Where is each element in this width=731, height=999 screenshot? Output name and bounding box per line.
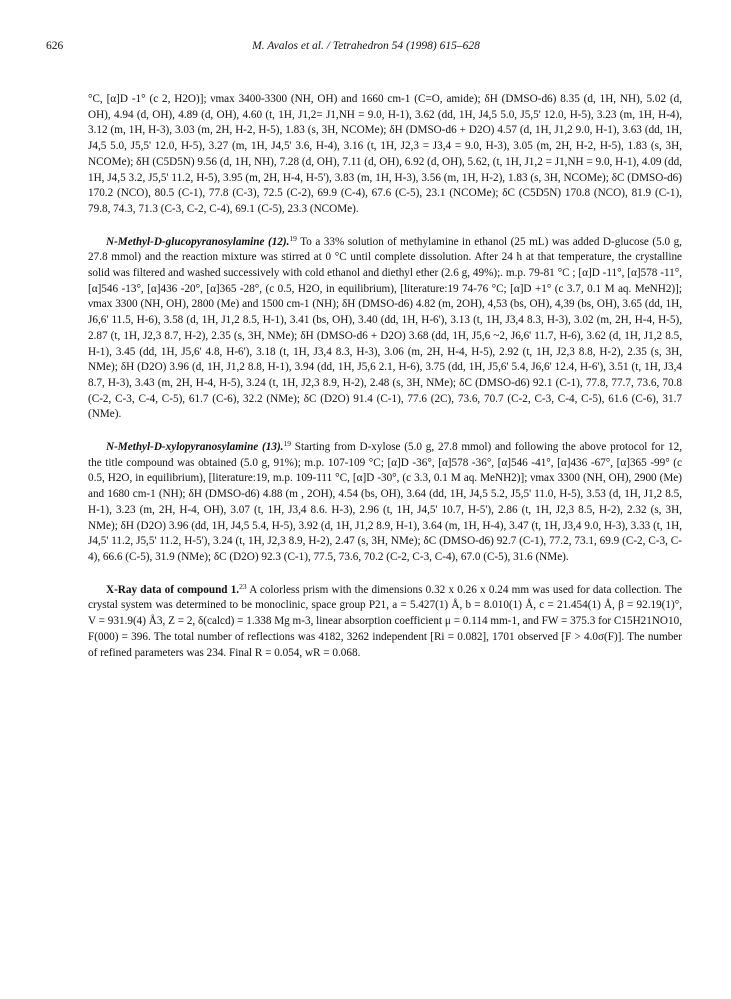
continuation-paragraph	[88, 92, 682, 218]
paragraph-text: °C, [α]D -1° (c 2, H2O)]; νmax 3400-3300 (NH, OH) and 1660 cm-1 (C=O, amide); δH (DMSO-d6) 8.35 (d, 1H, NH), 5.02 (d, OH), 4.94 (d, OH), 4.89 (d, OH), 4.60 (t, 1H, J1,2= J1,NH = 9.0, H-1), 3.62 (dd, 1H, J4,5 5.0, J5,5' 12.0, H-5), 3.23 (m, 1H, H-4), 3.12 (m, 1H, H-3), 3.03 (m, 2H, H-2, H-5), 1.83 (s, 3H, NCOMe); δH (DMSO-d6 + D2O) 4.57 (d, 1H, J1,2 9.0, H-1), 3.63 (dd, 1H, J4,5 5.0, J5,5' 12.0, H-5), 3.27 (m, 1H, J4,5' 3.6, H-4), 3.16 (t, 1H, J2,3 = J3,4 = 9.0, H-3), 3.05 (m, 2H, H-2, H-5), 1.83 (s, 3H, NCOMe); δH (C5D5N) 9.56 (d, 1H, NH), 7.28 (d, OH), 7.11 (d, OH), 6.92 (d, OH), 5.62, (t, 1H, J1,2 = J1,NH = 9.0, H-1), 4.09 (dd, 1H, J4,5 3.2, J5,5' 11.2, H-5), 3.95 (m, 2H, H-4, H-5'), 3.83 (m, 1H, H-3), 3.56 (m, 1H, H-2), 1.83 (s, 3H, NCOMe); δC (DMSO-d6) 170.2 (NCO), 80.5 (C-1), 77.8 (C-3), 72.5 (C-2), 69.9 (C-4), 67.6 (C-5), 23.1 (NCOMe); δC (C5D5N) 170.8 (NCO), 81.9 (C-1), 79.8, 74.3, 71.3 (C-3, C-2, C-4), 69.1 (C-5), 23.3 (NCOMe).	[88, 93, 682, 215]
article-body	[88, 92, 682, 678]
paragraph-text: A colorless prism with the dimensions 0.32 x 0.26 x 0.24 mm was used for data collection. The crystal system was determined to be monoclinic, space group P21, a = 5.427(1) Å, b = 8.010(1) Å, c = 21.454(1) Å, β = 92.19(1)°, V = 931.9(4) Å3, Z = 2, δ(calcd) = 1.338 Mg m-3, linear absorption coefficient μ = 0.114 mm-1, and FW = 375.3 for C15H21NO10, F(000) = 396. The total number of reflections was 4182, 3262 independent [Ri = 0.082], 1701 observed [F > 4.0σ(F)]. The number of refined parameters was 234. Final R = 0.054, wR = 0.068.	[88, 583, 682, 659]
compound-13-title: N-Methyl-D-xylopyranosylamine (13).	[106, 441, 284, 454]
compound-13-paragraph	[88, 440, 682, 566]
paragraph-text: To a 33% solution of methylamine in ethanol (25 mL) was added D-glucose (5.0 g, 27.8 mmol) and the reaction mixture was stirred at 0 °C until complete dissolution. After 24 h at that temperature, the crystalline solid was filtered and washed successively with cold ethanol and diethyl ether (2.6 g, 49%);. m.p. 79-81 °C ; [α]D -11°, [α]578 -11°, [α]546 -13°, [α]436 -20°, [α]365 -28°, (c 0.5, H2O, in equilibrium), [literature:19 74-76 °C; [α]D +1° (c 3.7, 0.1 M aq. MeNH2)]; νmax 3300 (NH, OH), 2800 (Me) and 1500 cm-1 (NH); δH (DMSO-d6) 4.82 (m, 2OH), 4,53 (bs, OH), 4,39 (bs, OH), 3.65 (dd, 1H, J6,6' 11.5, H-6), 3.58 (d, 1H, J1,2 8.5, H-1), 3.41 (bs, OH), 3.40 (dd, 1H, H-6'), 3.13 (t, 1H, J3,4 8.3, H-3), 3.02 (m, 2H, H-4, H-5), 2.87 (t, 1H, J2,3 8.7, H-2), 2.35 (s, 3H, NMe); δH (DMSO-d6 + D2O) 3.68 (dd, 1H, J5,6 ~2, J6,6' 11.7, H-6), 3.62 (d, 1H, J1,2 8.5, H-1), 3.45 (dd, 1H, J5,6' 4.8, H-6'), 3.18 (t, 1H, J3,4 8.3, H-3), 3.06 (m, 2H, H-4, H-5), 2.92 (t, 1H, J2,3 8.8, H-2), 2.35 (s, 3H, NMe); δH (D2O) 3.96 (d, 1H, J1,2 8.8, H-1), 3.94 (dd, 1H, J5,6 2.1, H-6), 3.75 (dd, 1H, J5,6' 5.4, J6,6' 12.4, H-6'), 3.51 (t, 1H, J3,4 8.7, H-3), 3.43 (m, 2H, H-4, H-5), 3.24 (t, 1H, J2,3 8.9, H-2), 2.48 (s, 3H, NMe); δC (DMSO-d6) 92.1 (C-1), 77.8, 77.7, 73.6, 70.8 (C-2, C-3, C-4, C-5), 61.7 (C-6), 32.2 (NMe); δC (D2O) 91.4 (C-1), 77.6 (2C), 73.6, 70.7 (C-2, C-3, C-4, C-5), 61.6 (C-6), 31.7 (NMe).	[88, 235, 682, 421]
reference-marker: 19	[283, 439, 291, 449]
compound-12-title: N-Methyl-D-glucopyranosylamine (12).	[106, 235, 290, 248]
xray-title: X-Ray data of compound 1.	[106, 583, 240, 596]
running-head: M. Avalos et al. / Tetrahedron 54 (1998) 615–628	[252, 40, 480, 52]
compound-12-paragraph	[88, 235, 682, 423]
reference-marker: 19	[289, 233, 297, 243]
xray-paragraph	[88, 583, 682, 662]
page-header	[46, 40, 686, 56]
page-number: 626	[46, 40, 64, 52]
paragraph-text: Starting from D-xylose (5.0 g, 27.8 mmol) and following the above protocol for 12, the title compound was obtained (5.0 g, 91%); m.p. 107-109 °C; [α]D -36°, [α]578 -36°, [α]546 -41°, [α]436 -67°, [α]365 -99° (c 0.5, H2O, in equilibrium), [literature:19, m.p. 109-111 °C, [α]D -30°, (c 3.3, 0.1 M aq. MeNH2)]; νmax 3300 (NH, OH), 2900 (Me) and 1680 cm-1 (NH); δH (DMSO-d6) 4.88 (m , 2OH), 4.54 (bs, OH), 3.64 (dd, 1H, J4,5 5.2, J5,5' 11.0, H-5), 3.53 (d, 1H, J1,2 8.5, H-1), 3.23 (m, 2H, H-4, OH), 3.07 (t, 1H, J3,4 8.6. H-3), 2.96 (t, 1H, J4,5' 10.7, H-5'), 2.86 (t, 1H, J2,3 8.5, H-2), 2.32 (s, 3H, NMe); δH (D2O) 3.96 (dd, 1H, J4,5 5.4, H-5), 3.92 (d, 1H, J1,2 8.9, H-1), 3.64 (m, 1H, H-4), 3.47 (t, 1H, J3,4 9.0, H-3), 3.33 (t, 1H, J4,5' 11.2, J5,5' 11.2, H-5'), 3.24 (t, 1H, J2,3 8.9, H-2), 2.47 (s, 3H, NMe); δC (DMSO-d6) 92.7 (C-1), 77.2, 73.1, 69.9 (C-2, C-3, C-4), 66.6 (C-5), 31.9 (NMe); δC (D2O) 92.3 (C-1), 77.5, 73.6, 70.2 (C-2, C-3, C-4), 67.0 (C-5), 31.6 (NMe).	[88, 441, 682, 563]
reference-marker: 23	[239, 581, 247, 591]
